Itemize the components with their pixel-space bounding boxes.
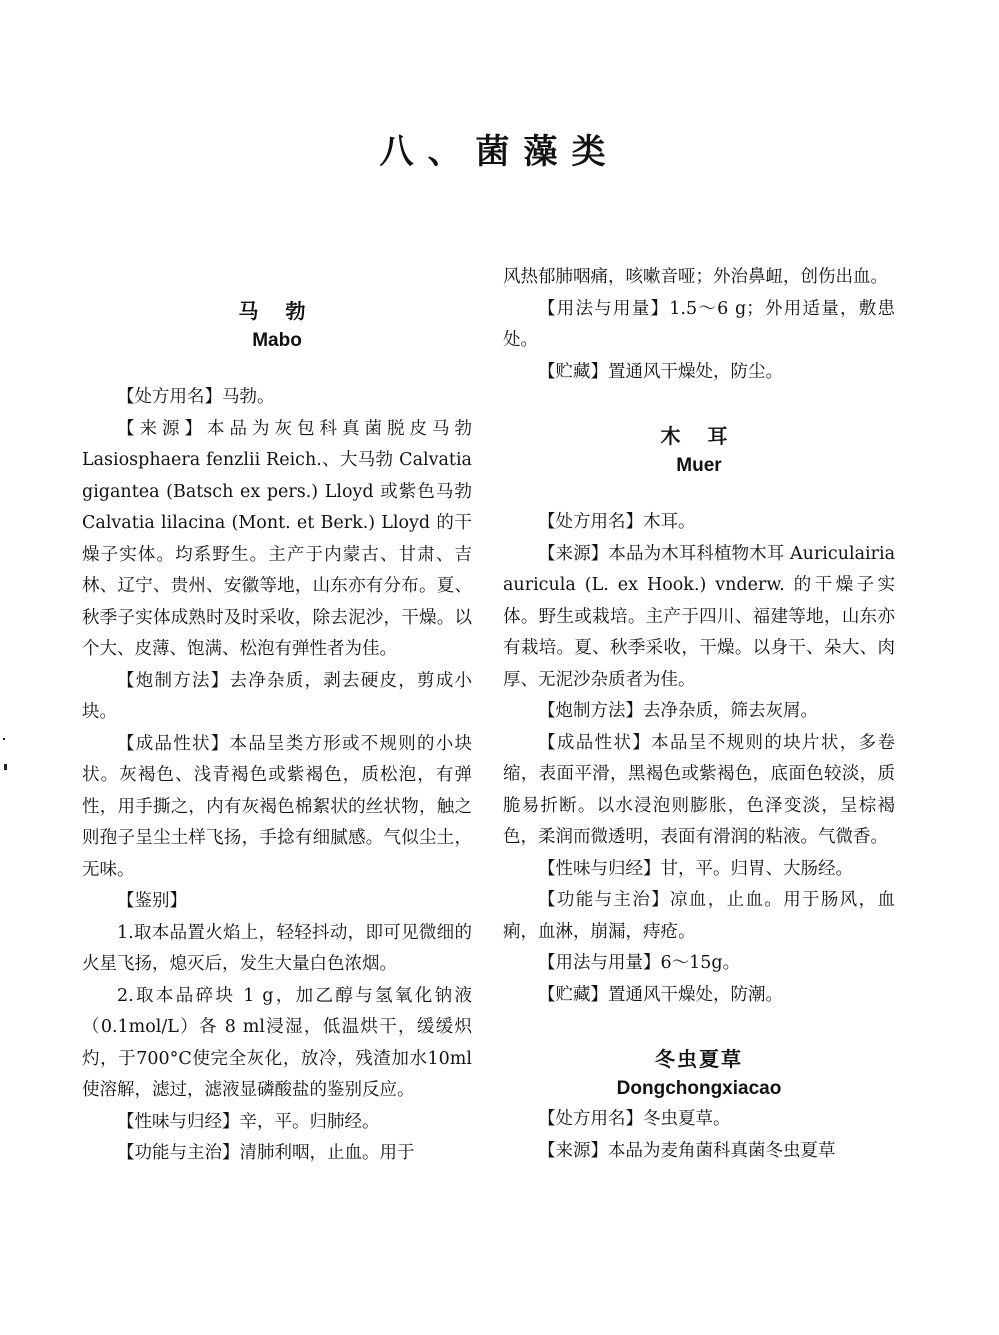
mabo-storage: 【贮藏】置通风干燥处，防尘。 — [538, 361, 783, 382]
mabo-prescription-name: 【处方用名】马勃。 — [117, 387, 275, 407]
left-column — [82, 296, 472, 1170]
muer-characteristics: 【成品性状】本品呈不规则的块片状，多卷缩，表面平滑，黑褐色或紫褐色，底面色较淡，质脆易折断。以水浸泡则膨胀，色泽变淡，呈棕褐色，柔润而微透明，表面有滑润的粘液。气微香。 — [503, 732, 895, 847]
entry-pinyin-muer: Muer — [676, 455, 722, 476]
margin-mark — [4, 764, 7, 770]
muer-prescription-name: 【处方用名】木耳。 — [538, 512, 696, 532]
margin-mark — [3, 738, 5, 740]
muer-storage: 【贮藏】置通风干燥处，防潮。 — [538, 984, 783, 1005]
mabo-identification-2: 2.取本品碎块 1 g，加乙醇与氢氧化钠液（0.1mol/L）各 8 ml浸湿，低温烘干，缓缓炽灼，于700°C使完全灰化，放冷，残渣加水10ml使溶解，滤过，滤液显磷酸盐的鉴别反应。 — [82, 985, 472, 1100]
entry-title-mabo: 马 勃 — [238, 299, 316, 323]
dongchongxiacao-source: 【来源】本品为麦角菌科真菌冬虫夏草 — [538, 1140, 836, 1161]
muer-nature-meridian: 【性味与归经】甘，平。归胃、大肠经。 — [538, 858, 853, 879]
entry-title-muer: 木 耳 — [660, 424, 738, 448]
chapter-title: 八、菌藻类 — [379, 132, 620, 172]
muer-function: 【功能与主治】凉血，止血。用于肠风，血痢，血淋，崩漏，痔疮。 — [503, 890, 895, 942]
muer-source: 【来源】本品为木耳科植物木耳 Auriculairia auricula (L. ex Hook.) vnderw. 的干燥子实体。野生或栽培。主产于四川、福建等地，山东亦有栽培。夏、秋季采收，干燥。以身干、朵大、肉厚、无泥沙杂质者为佳。 — [503, 543, 895, 690]
dongchongxiacao-prescription-name: 【处方用名】冬虫夏草。 — [538, 1109, 731, 1129]
mabo-identification-1: 1.取本品置火焰上，轻轻抖动，即可见微细的火星飞扬，熄灭后，发生大量白色浓烟。 — [82, 922, 472, 974]
right-column — [503, 262, 895, 1167]
muer-dosage: 【用法与用量】6～15g。 — [538, 953, 741, 973]
mabo-dosage: 【用法与用量】1.5～6 g；外用适量，敷患处。 — [503, 298, 895, 350]
entry-pinyin-dongchongxiacao: Dongchongxiacao — [616, 1078, 782, 1099]
mabo-characteristics: 【成品性状】本品呈类方形或不规则的小块状。灰褐色、浅青褐色或紫褐色，质松泡，有弹性，用手撕之，内有灰褐色棉絮状的丝状物，触之则孢子呈尘土样飞扬，手捻有细腻感。气似尘土，无味。 — [82, 733, 472, 880]
entry-title-dongchongxiacao: 冬虫夏草 — [655, 1047, 743, 1071]
mabo-source: 【来源】本品为灰包科真菌脱皮马勃 Lasiosphaera fenzlii Reich.、大马勃 Calvatia gigantea (Batsch ex pers.) Lloyd 或紫色马勃 Calvatia lilacina (Mont. et Berk.) Lloyd 的干燥子实体。均系野生。主产于内蒙古、甘肃、吉林、辽宁、贵州、安徽等地，山东亦有分布。夏、秋季子实体成熟时及时采收，除去泥沙，干燥。以个大、皮薄、饱满、松泡有弹性者为佳。 — [82, 418, 472, 659]
entry-pinyin-mabo: Mabo — [252, 330, 302, 351]
mabo-nature-meridian: 【性味与归经】辛，平。归肺经。 — [117, 1111, 380, 1132]
muer-processing: 【炮制方法】去净杂质，筛去灰屑。 — [538, 701, 818, 721]
mabo-function-part1: 【功能与主治】清肺利咽，止血。用于 — [117, 1143, 415, 1163]
mabo-identification-heading: 【鉴别】 — [117, 891, 187, 911]
mabo-processing: 【炮制方法】去净杂质，剥去硬皮，剪成小块。 — [82, 670, 472, 722]
mabo-function-part2: 风热郁肺咽痛，咳嗽音哑；外治鼻衄，创伤出血。 — [503, 267, 888, 287]
